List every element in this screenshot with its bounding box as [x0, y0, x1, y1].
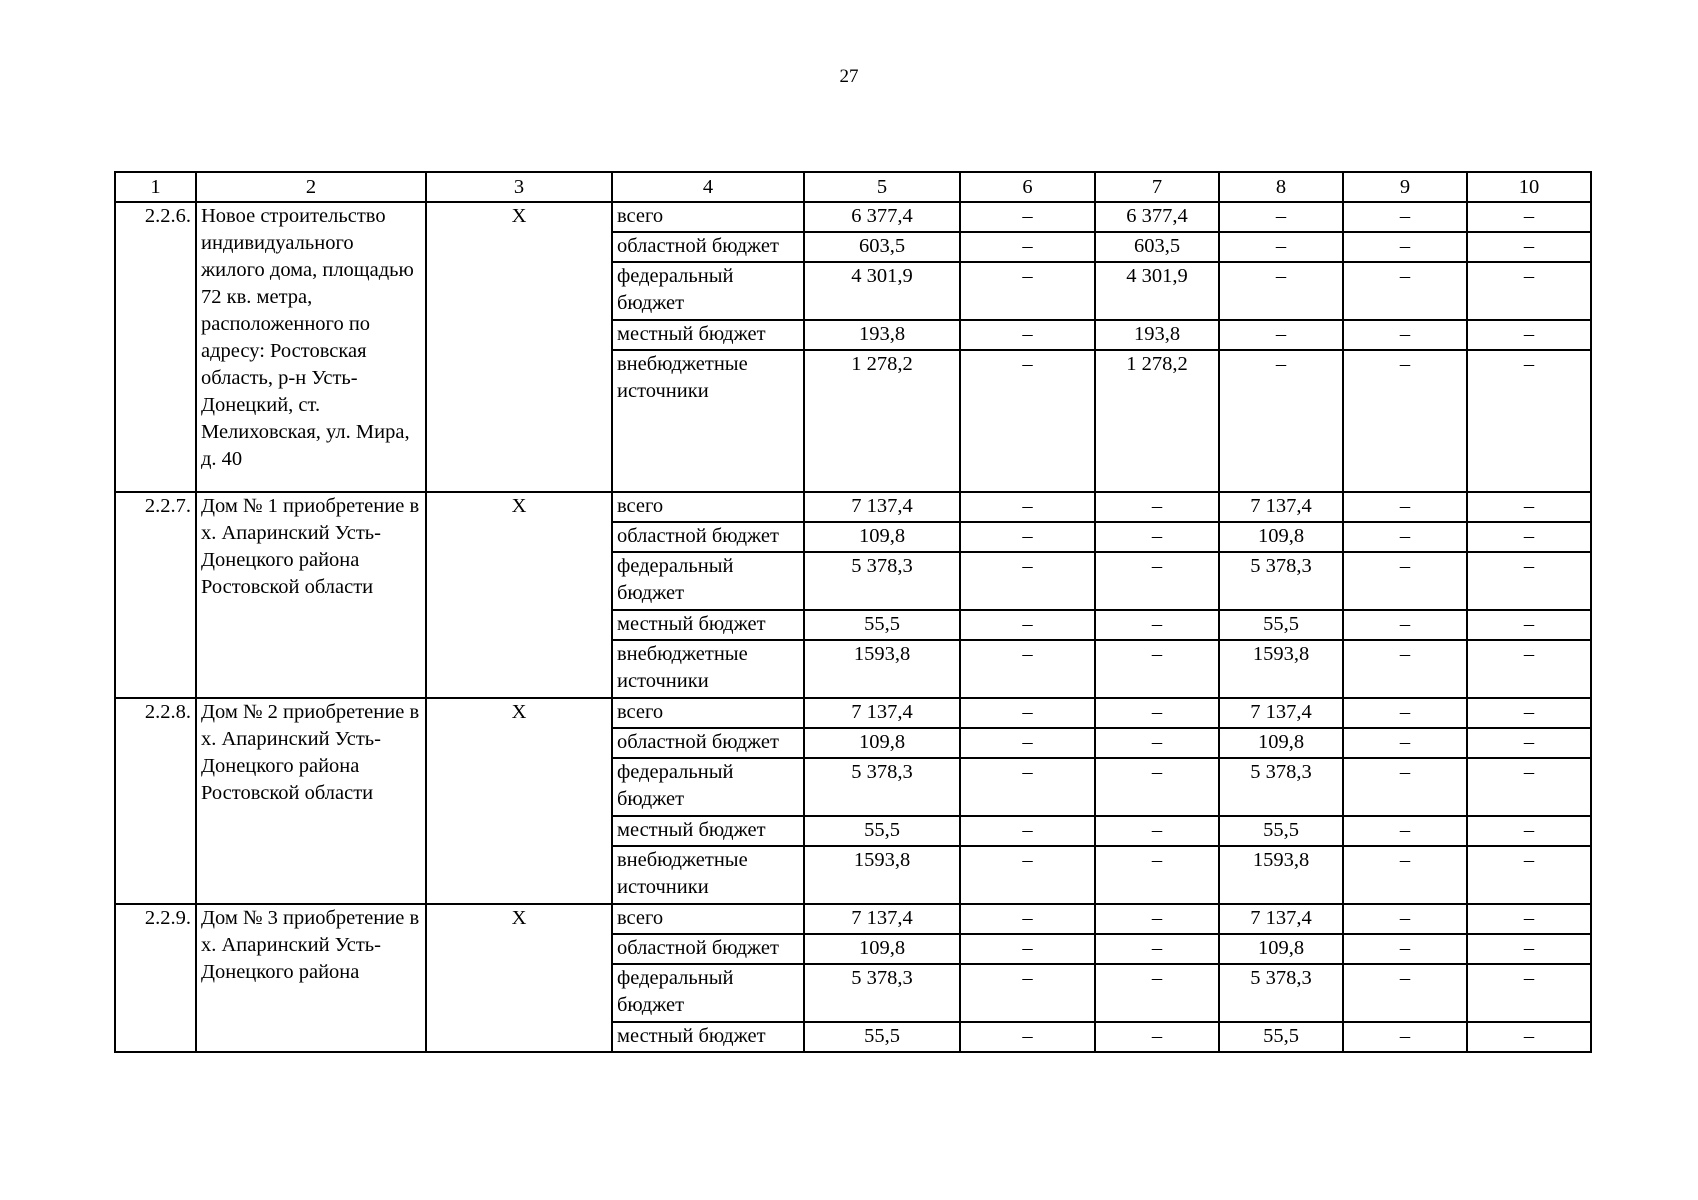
value-cell: –	[960, 816, 1095, 846]
table-row	[115, 698, 1591, 728]
value-cell: –	[960, 552, 1095, 610]
value-cell: 1593,8	[804, 846, 960, 904]
source-label: местный бюджет	[612, 320, 804, 350]
value-cell: 109,8	[1219, 728, 1343, 758]
value-cell: –	[1095, 728, 1219, 758]
value-cell: –	[1095, 934, 1219, 964]
value-cell: 193,8	[804, 320, 960, 350]
item-name: Новое строительство индивидуального жилого дома, площадью 72 кв. метра, расположенного по адресу: Ростовская область, р-н Усть-Донецкий, ст. Мелиховская, ул. Мира, д. 40	[196, 202, 426, 492]
source-label: внебюджетные источники	[612, 846, 804, 904]
value-cell: 7 137,4	[1219, 904, 1343, 934]
value-cell: 6 377,4	[804, 202, 960, 232]
value-cell: 1593,8	[804, 640, 960, 698]
value-cell: –	[1343, 816, 1467, 846]
item-number: 2.2.9.	[115, 904, 196, 1052]
value-cell: –	[1095, 492, 1219, 522]
item-name: Дом № 3 приобретение в х. Апаринский Усть-Донецкого района	[196, 904, 426, 1052]
value-cell: 5 378,3	[1219, 964, 1343, 1022]
value-cell: –	[1343, 522, 1467, 552]
value-cell: –	[1095, 846, 1219, 904]
value-cell: –	[1219, 202, 1343, 232]
value-cell: –	[1467, 846, 1591, 904]
source-label: федеральный бюджет	[612, 262, 804, 320]
value-cell: –	[1343, 202, 1467, 232]
value-cell: 5 378,3	[804, 964, 960, 1022]
value-cell: –	[1343, 1022, 1467, 1052]
value-cell: –	[1219, 262, 1343, 320]
source-label: областной бюджет	[612, 522, 804, 552]
value-cell: –	[960, 320, 1095, 350]
source-label: внебюджетные источники	[612, 350, 804, 492]
value-cell: –	[1467, 758, 1591, 816]
value-cell: –	[960, 610, 1095, 640]
source-label: всего	[612, 904, 804, 934]
value-cell: –	[1467, 904, 1591, 934]
table-row	[115, 492, 1591, 522]
value-cell: 109,8	[1219, 522, 1343, 552]
value-cell: –	[1343, 262, 1467, 320]
value-cell: –	[1467, 320, 1591, 350]
value-cell: 7 137,4	[804, 904, 960, 934]
value-cell: –	[1467, 232, 1591, 262]
value-cell: 4 301,9	[804, 262, 960, 320]
value-cell: –	[1467, 816, 1591, 846]
value-cell: –	[1095, 552, 1219, 610]
value-cell: 5 378,3	[1219, 758, 1343, 816]
item-name: Дом № 2 приобретение в х. Апаринский Усть-Донецкого района Ростовской области	[196, 698, 426, 904]
value-cell: –	[1219, 232, 1343, 262]
value-cell: –	[1467, 1022, 1591, 1052]
value-cell: –	[1467, 262, 1591, 320]
value-cell: –	[1095, 640, 1219, 698]
value-cell: –	[1219, 350, 1343, 492]
col-header-1: 1	[115, 172, 196, 202]
value-cell: –	[1343, 934, 1467, 964]
col-header-7: 7	[1095, 172, 1219, 202]
value-cell: 109,8	[804, 728, 960, 758]
item-mark: X	[426, 492, 612, 698]
col-header-10: 10	[1467, 172, 1591, 202]
col-header-6: 6	[960, 172, 1095, 202]
value-cell: –	[960, 698, 1095, 728]
value-cell: –	[960, 758, 1095, 816]
value-cell: –	[1219, 320, 1343, 350]
value-cell: –	[1467, 552, 1591, 610]
value-cell: 109,8	[804, 522, 960, 552]
value-cell: –	[1095, 522, 1219, 552]
value-cell: –	[1343, 492, 1467, 522]
value-cell: 55,5	[1219, 610, 1343, 640]
value-cell: –	[1095, 816, 1219, 846]
value-cell: 5 378,3	[1219, 552, 1343, 610]
value-cell: 5 378,3	[804, 552, 960, 610]
value-cell: –	[960, 522, 1095, 552]
value-cell: –	[1343, 846, 1467, 904]
value-cell: –	[960, 934, 1095, 964]
value-cell: –	[1343, 640, 1467, 698]
table-row	[115, 904, 1591, 934]
value-cell: 7 137,4	[1219, 492, 1343, 522]
value-cell: 5 378,3	[804, 758, 960, 816]
value-cell: –	[960, 202, 1095, 232]
value-cell: –	[960, 846, 1095, 904]
col-header-3: 3	[426, 172, 612, 202]
value-cell: –	[1467, 610, 1591, 640]
value-cell: 55,5	[804, 1022, 960, 1052]
source-label: всего	[612, 492, 804, 522]
source-label: федеральный бюджет	[612, 964, 804, 1022]
col-header-2: 2	[196, 172, 426, 202]
value-cell: –	[1467, 698, 1591, 728]
value-cell: –	[1343, 232, 1467, 262]
value-cell: 7 137,4	[1219, 698, 1343, 728]
col-header-9: 9	[1343, 172, 1467, 202]
value-cell: –	[960, 964, 1095, 1022]
value-cell: 6 377,4	[1095, 202, 1219, 232]
value-cell: –	[960, 350, 1095, 492]
value-cell: –	[1343, 758, 1467, 816]
item-number: 2.2.6.	[115, 202, 196, 492]
value-cell: –	[1095, 964, 1219, 1022]
value-cell: 55,5	[804, 816, 960, 846]
value-cell: 7 137,4	[804, 492, 960, 522]
value-cell: 109,8	[1219, 934, 1343, 964]
source-label: областной бюджет	[612, 728, 804, 758]
value-cell: –	[1467, 728, 1591, 758]
value-cell: 1593,8	[1219, 846, 1343, 904]
value-cell: –	[1343, 320, 1467, 350]
col-header-8: 8	[1219, 172, 1343, 202]
value-cell: –	[1343, 698, 1467, 728]
value-cell: –	[1343, 552, 1467, 610]
value-cell: –	[1467, 640, 1591, 698]
source-label: внебюджетные источники	[612, 640, 804, 698]
value-cell: 1 278,2	[804, 350, 960, 492]
value-cell: –	[1467, 350, 1591, 492]
source-label: всего	[612, 698, 804, 728]
source-label: федеральный бюджет	[612, 758, 804, 816]
col-header-4: 4	[612, 172, 804, 202]
value-cell: –	[960, 640, 1095, 698]
value-cell: –	[1343, 904, 1467, 934]
value-cell: 7 137,4	[804, 698, 960, 728]
item-number: 2.2.8.	[115, 698, 196, 904]
source-label: всего	[612, 202, 804, 232]
value-cell: –	[1467, 492, 1591, 522]
item-mark: X	[426, 202, 612, 492]
value-cell: –	[1343, 350, 1467, 492]
value-cell: 1593,8	[1219, 640, 1343, 698]
value-cell: –	[1343, 728, 1467, 758]
value-cell: 1 278,2	[1095, 350, 1219, 492]
value-cell: –	[960, 232, 1095, 262]
value-cell: 55,5	[1219, 1022, 1343, 1052]
value-cell: –	[960, 904, 1095, 934]
item-mark: X	[426, 904, 612, 1052]
item-name: Дом № 1 приобретение в х. Апаринский Усть-Донецкого района Ростовской области	[196, 492, 426, 698]
value-cell: –	[1095, 758, 1219, 816]
value-cell: –	[1343, 964, 1467, 1022]
value-cell: 603,5	[1095, 232, 1219, 262]
source-label: федеральный бюджет	[612, 552, 804, 610]
value-cell: 603,5	[804, 232, 960, 262]
value-cell: 55,5	[1219, 816, 1343, 846]
value-cell: –	[1467, 964, 1591, 1022]
value-cell: –	[1095, 610, 1219, 640]
value-cell: –	[960, 262, 1095, 320]
col-header-5: 5	[804, 172, 960, 202]
value-cell: –	[1095, 904, 1219, 934]
value-cell: –	[1095, 698, 1219, 728]
value-cell: –	[960, 1022, 1095, 1052]
value-cell: –	[1467, 522, 1591, 552]
item-number: 2.2.7.	[115, 492, 196, 698]
value-cell: –	[1467, 202, 1591, 232]
source-label: местный бюджет	[612, 610, 804, 640]
value-cell: –	[1343, 610, 1467, 640]
value-cell: 193,8	[1095, 320, 1219, 350]
source-label: местный бюджет	[612, 816, 804, 846]
page-number: 27	[839, 66, 859, 87]
source-label: местный бюджет	[612, 1022, 804, 1052]
value-cell: 4 301,9	[1095, 262, 1219, 320]
item-mark: X	[426, 698, 612, 904]
budget-table	[114, 171, 1592, 1053]
value-cell: –	[1095, 1022, 1219, 1052]
table-row	[115, 202, 1591, 232]
source-label: областной бюджет	[612, 232, 804, 262]
value-cell: 55,5	[804, 610, 960, 640]
value-cell: 109,8	[804, 934, 960, 964]
header-row	[115, 172, 1591, 202]
source-label: областной бюджет	[612, 934, 804, 964]
value-cell: –	[960, 492, 1095, 522]
value-cell: –	[960, 728, 1095, 758]
value-cell: –	[1467, 934, 1591, 964]
